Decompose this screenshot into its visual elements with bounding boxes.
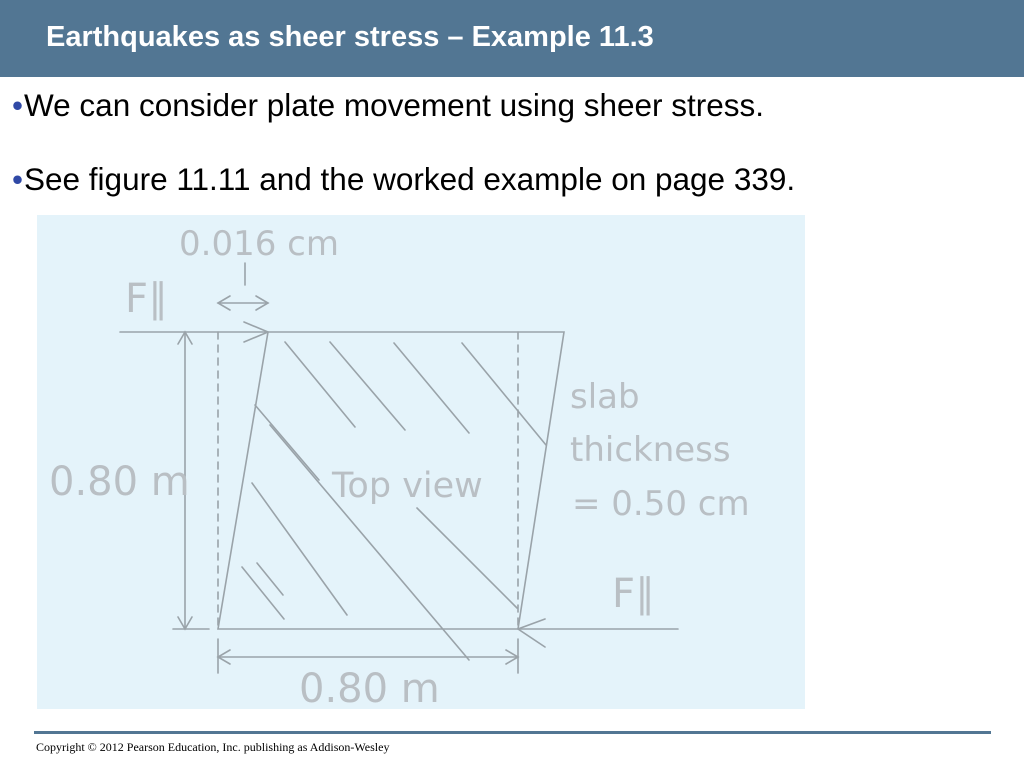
title-bar — [0, 0, 1024, 77]
force-arrowhead-bottom — [518, 619, 545, 647]
hatch-line — [330, 342, 405, 430]
height-label: 0.80 m — [49, 459, 190, 505]
slab-label-line1: slab — [570, 377, 640, 417]
width-label: 0.80 m — [299, 666, 440, 709]
hatch-line — [270, 425, 469, 660]
footer-divider — [34, 731, 991, 734]
shear-diagram — [37, 215, 805, 709]
hatch-line — [242, 567, 284, 619]
displacement-label: 0.016 cm — [179, 224, 339, 264]
hatch-line — [417, 508, 517, 608]
slide-title: Earthquakes as sheer stress – Example 11.3 — [46, 21, 654, 53]
hatch-line — [255, 405, 319, 480]
force-label-bottom: F∥ — [612, 571, 656, 617]
bullet-text: We can consider plate movement using sheer stress. — [24, 87, 765, 123]
bullet-item — [12, 82, 1012, 128]
force-label-top: F∥ — [125, 276, 169, 322]
bullet-list — [12, 82, 1012, 202]
shear-stress-figure — [37, 215, 805, 709]
hatch-line — [462, 343, 546, 445]
hatch-line — [394, 343, 469, 433]
slab-label-line2: thickness — [570, 430, 731, 470]
slab-label-line3: = 0.50 cm — [572, 484, 750, 524]
bullet-text: See figure 11.11 and the worked example on page 339. — [24, 161, 796, 197]
bullet-dot: • — [12, 161, 24, 197]
center-label: Top view — [332, 466, 483, 506]
hatch-line — [285, 342, 355, 427]
copyright-text: Copyright © 2012 Pearson Education, Inc. publishing as Addison-Wesley — [36, 740, 390, 754]
bullet-item — [12, 156, 1012, 202]
bullet-dot: • — [12, 87, 24, 123]
